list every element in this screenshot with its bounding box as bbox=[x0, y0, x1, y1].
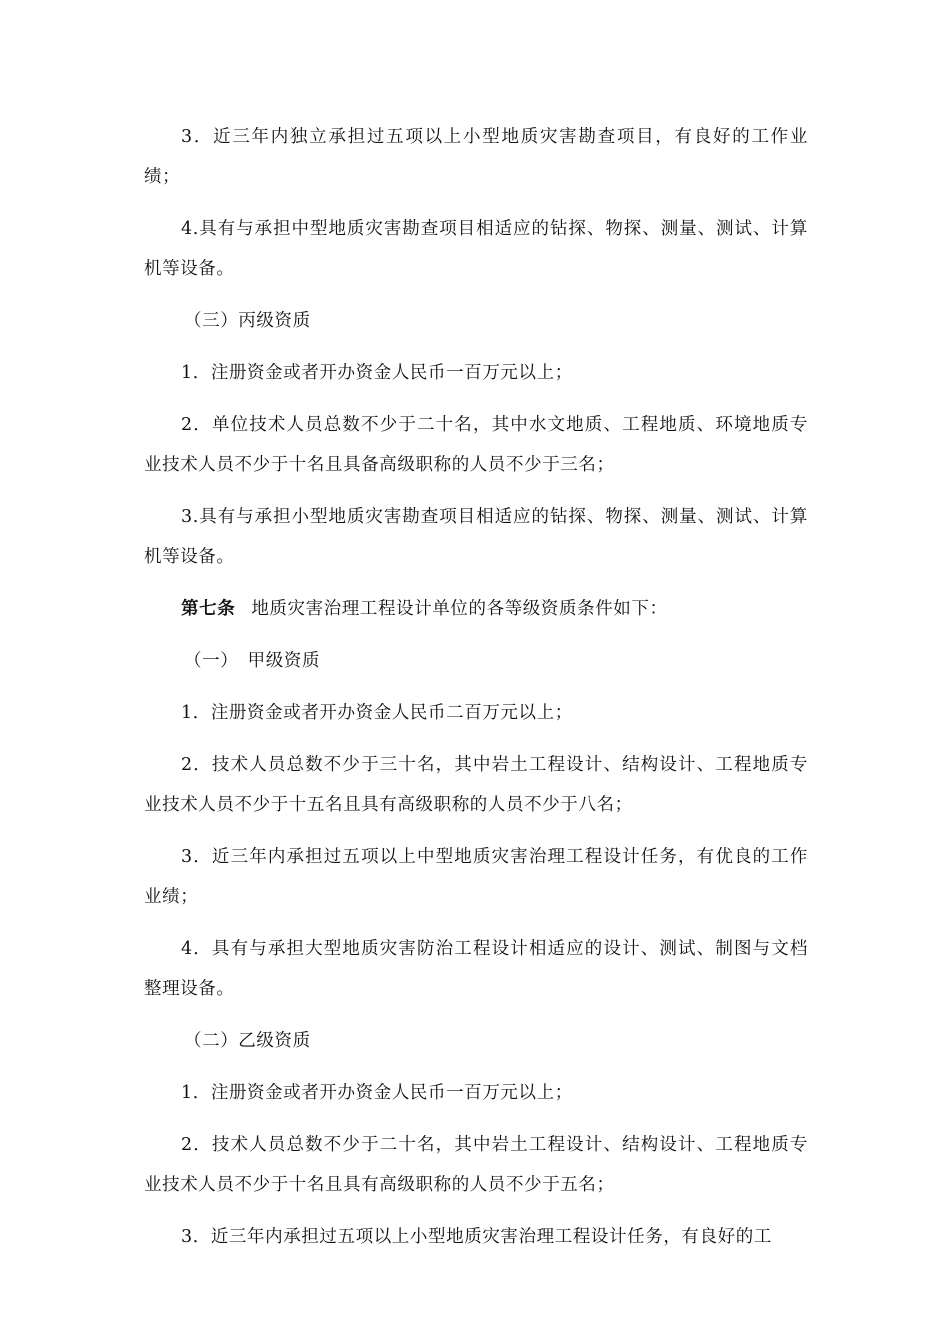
paragraph-design-a-item-1: 1．注册资金或者开办资金人民币二百万元以上； bbox=[181, 703, 573, 723]
article-7-text: 地质灾害治理工程设计单位的各等级资质条件如下： bbox=[251, 599, 668, 619]
article-7-number: 第七条 bbox=[181, 599, 236, 619]
section-heading-design-class-a: （一） 甲级资质 bbox=[184, 651, 321, 671]
paragraph-design-a-item-4: 4．具有与承担大型地质灾害防治工程设计相适应的设计、测试、制图与文档整理设备。 bbox=[144, 939, 808, 999]
section-heading-class-c: （三）丙级资质 bbox=[184, 311, 311, 331]
paragraph-design-b-item-1: 1．注册资金或者开办资金人民币一百万元以上； bbox=[181, 1083, 573, 1103]
paragraph-class-c-item-1: 1．注册资金或者开办资金人民币一百万元以上； bbox=[181, 363, 573, 383]
paragraph-design-a-item-2: 2．技术人员总数不少于三十名，其中岩土工程设计、结构设计、工程地质专业技术人员不少于十五名且具有高级职称的人员不少于八名； bbox=[144, 755, 808, 815]
paragraph-design-b-item-2: 2．技术人员总数不少于二十名，其中岩土工程设计、结构设计、工程地质专业技术人员不少于十名且具有高级职称的人员不少于五名； bbox=[144, 1135, 808, 1195]
article-7 bbox=[144, 589, 808, 629]
paragraph-design-a-item-3: 3．近三年内承担过五项以上中型地质灾害治理工程设计任务，有优良的工作业绩； bbox=[144, 847, 808, 907]
section-heading-design-class-b: （二）乙级资质 bbox=[184, 1031, 311, 1051]
paragraph-class-b-item-3: 3．近三年内独立承担过五项以上小型地质灾害勘查项目，有良好的工作业绩； bbox=[144, 127, 808, 187]
document-body bbox=[144, 117, 808, 1269]
paragraph-design-b-item-3: 3．近三年内承担过五项以上小型地质灾害治理工程设计任务，有良好的工 bbox=[181, 1227, 772, 1247]
paragraph-class-c-item-2: 2．单位技术人员总数不少于二十名，其中水文地质、工程地质、环境地质专业技术人员不少于十名且具备高级职称的人员不少于三名； bbox=[144, 415, 808, 475]
paragraph-class-c-item-3: 3.具有与承担小型地质灾害勘查项目相适应的钻探、物探、测量、测试、计算机等设备。 bbox=[144, 507, 808, 567]
paragraph-class-b-item-4: 4.具有与承担中型地质灾害勘查项目相适应的钻探、物探、测量、测试、计算机等设备。 bbox=[144, 219, 808, 279]
